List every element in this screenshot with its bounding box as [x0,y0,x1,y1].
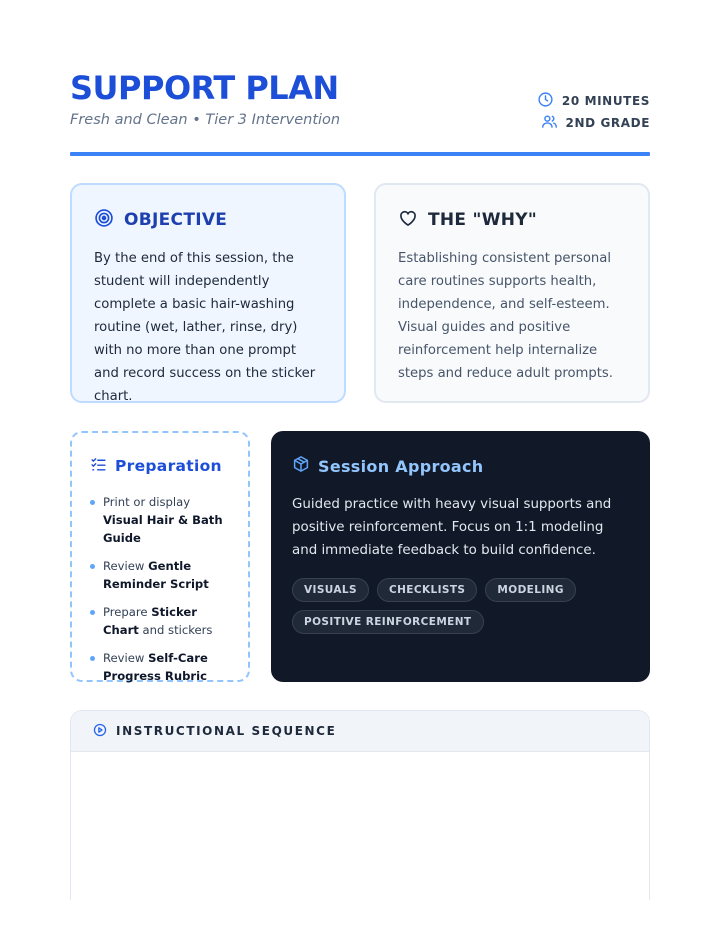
preparation-title: Preparation [115,457,222,475]
sequence-header [71,711,649,752]
list-item: Print or display Visual Hair & Bath Guide [90,493,230,547]
objective-card [70,183,346,403]
approach-text: Guided practice with heavy visual supports and positive reinforcement. Focus on 1:1 modeling and immediate feedback to build confidence. [292,497,612,558]
tag-visuals: VISUALS [292,578,369,602]
session-approach-card [271,431,650,682]
why-title: THE "WHY" [428,210,538,230]
grade-label: 2ND GRADE [565,116,650,130]
list-item: Review Gentle Reminder Script [90,557,230,593]
objective-heading [94,207,322,233]
clock-icon [537,91,554,111]
play-circle-icon [93,723,107,740]
preparation-list [90,493,230,685]
approach-title: Session Approach [318,456,484,476]
page-subtitle: Fresh and Clean • Tier 3 Intervention [70,112,341,128]
page-title: SUPPORT PLAN [70,69,339,107]
duration-row [537,90,650,112]
approach-tags [292,578,629,634]
duration-label: 20 MINUTES [561,94,650,108]
objective-title: OBJECTIVE [124,210,228,230]
header-divider [70,152,650,156]
plan-meta [537,90,650,134]
tag-modeling: MODELING [485,578,575,602]
list-item: Review Self-Care Progress Rubric [90,649,230,685]
list-item: Prepare Sticker Chart and stickers [90,603,230,639]
box-icon [292,455,310,477]
why-heading [398,207,626,233]
target-icon [94,208,114,233]
tag-positive-reinforcement: POSITIVE REINFORCEMENT [292,610,484,634]
sequence-title: INSTRUCTIONAL SEQUENCE [116,724,337,738]
instructional-sequence-card [70,710,650,900]
heart-icon [398,208,418,233]
users-icon [541,113,558,133]
why-text: Establishing consistent personal care routines supports health, independence, and self-esteem. Visual guides and positive reinforcement help internalize steps and reduce adult prompts. [398,251,613,381]
objective-text: By the end of this session, the student will independently complete a basic hair-washing routine (wet, lather, rinse, dry) with no more than one prompt and record success on the sticker chart. [94,251,316,404]
approach-heading [292,453,629,479]
preparation-card [70,431,250,682]
tag-checklists: CHECKLISTS [377,578,477,602]
why-card [374,183,650,403]
preparation-heading [90,453,230,479]
plan-header [70,68,650,156]
grade-row [537,112,650,134]
checklist-icon [90,456,107,477]
